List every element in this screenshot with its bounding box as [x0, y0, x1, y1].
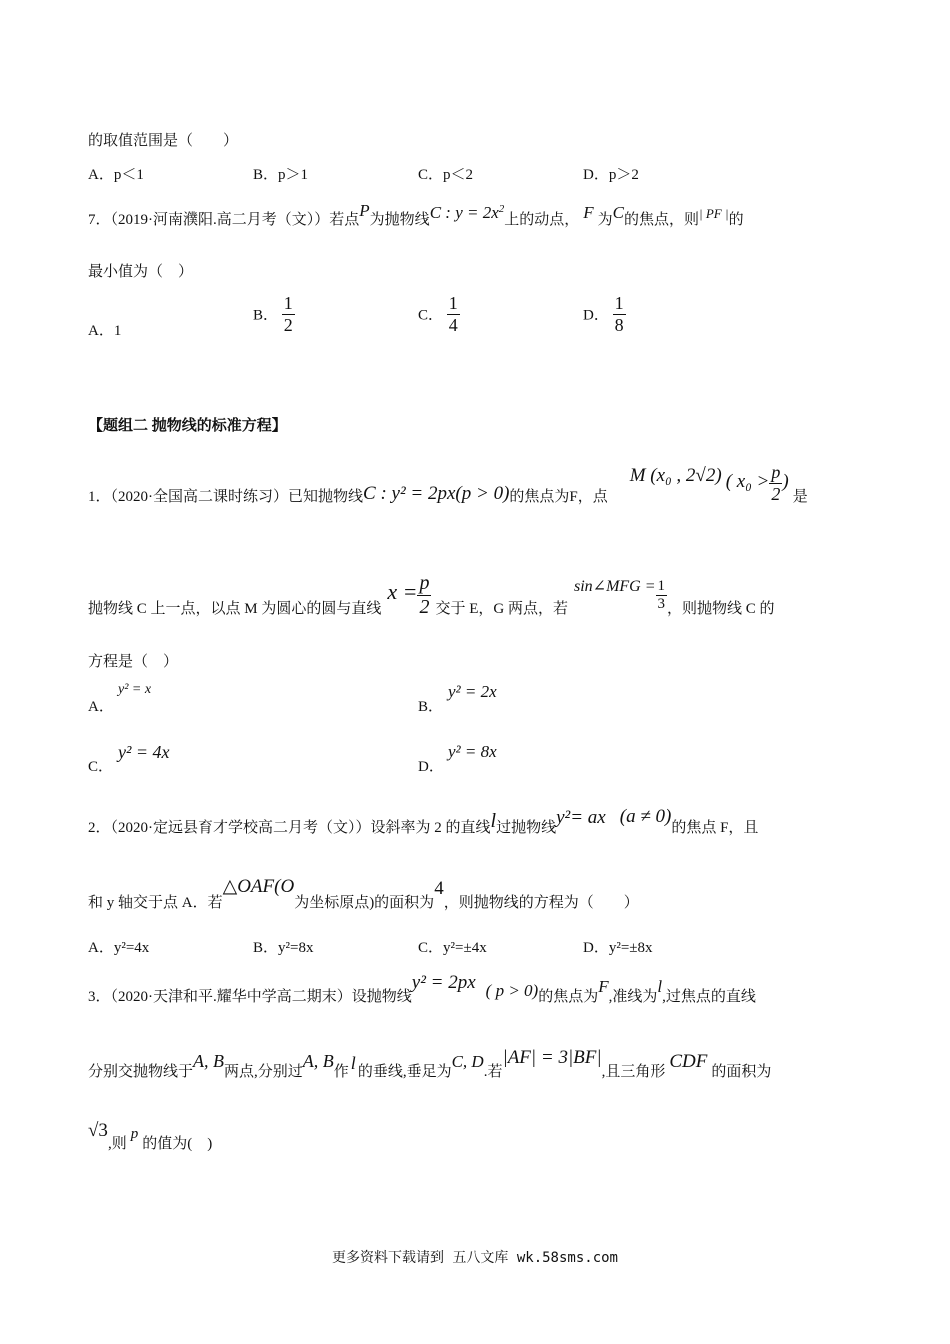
q7-text: 为	[597, 212, 613, 228]
p1-option-d-label: D．	[418, 759, 444, 775]
p3-sqrt3: √3	[88, 1120, 108, 1141]
q7-option-b	[253, 293, 295, 335]
p2-line1	[88, 800, 759, 836]
p1-text: 是	[792, 488, 808, 505]
p3-text: 分别交抛物线于	[88, 1064, 194, 1080]
p2-source: （2020·定远县育才学校高二月考（文））	[110, 820, 371, 836]
q7-text: 的焦点，则	[624, 212, 700, 228]
p1-equation: C : y² = 2px(p > 0)	[363, 482, 510, 504]
p3-line1	[88, 970, 756, 1005]
p1-condition-close: )	[782, 470, 789, 492]
fraction-denominator: 4	[448, 314, 458, 335]
q7-option-d-fraction	[613, 293, 626, 335]
q7-option-a: A．1	[88, 323, 122, 339]
p1-option-a: y² = x	[118, 682, 152, 697]
q7-option-c-fraction	[447, 293, 460, 335]
p1-option-a-label: A．	[88, 699, 114, 715]
q6-option-c: C．p＜2	[418, 167, 474, 183]
q7-equation-exponent: 2	[498, 203, 505, 215]
q7-option-c-label: C．	[418, 307, 444, 324]
p3-text: 设抛物线	[351, 989, 412, 1005]
q7-focus-f: F	[583, 203, 594, 222]
q7-equation: C : y = 2x	[429, 203, 499, 222]
p3-directrix-l: l	[657, 977, 663, 996]
fraction-denominator: 3	[657, 596, 666, 612]
p3-condition: ( p > 0)	[485, 981, 539, 1000]
p2-line-l: l	[490, 810, 497, 832]
p1-sine: sin∠MFG =	[573, 577, 656, 595]
p1-line1	[88, 450, 808, 505]
p3-points-ab: A, B	[302, 1051, 334, 1071]
fraction-numerator: 1	[448, 293, 458, 313]
fraction-denominator: 2	[771, 483, 781, 504]
fraction-denominator: 8	[614, 314, 624, 335]
q7-point-p: P	[359, 201, 370, 220]
p3-points-ab: A, B	[193, 1051, 225, 1071]
p3-text: 的垂线,垂足为	[357, 1064, 452, 1080]
p1-source: （2020·全国高二课时练习）	[110, 488, 289, 505]
p3-points-cd: C, D	[451, 1052, 484, 1071]
p3-text: 的值为( )	[142, 1136, 213, 1152]
p3-text: .若	[483, 1064, 503, 1080]
fraction-numerator: 1	[614, 293, 624, 313]
fraction-denominator: 2	[419, 596, 430, 618]
q7-number: 7．	[88, 212, 111, 228]
p3-triangle-cdf: CDF	[669, 1051, 708, 1072]
q6-option-a: A．p＜1	[88, 167, 144, 183]
p3-directrix-l: l	[350, 1053, 356, 1073]
p3-text: ,准线为	[608, 989, 658, 1005]
fraction-numerator: 1	[656, 578, 668, 596]
p1-text: 抛物线 C 上一点，以点 M 为圆心的圆与直线	[88, 600, 382, 617]
p1-line2	[88, 560, 775, 618]
q7-option-b-label: B．	[253, 307, 279, 324]
p1-number: 1．	[88, 488, 111, 505]
p2-text: 和 y 轴交于点 A．若	[88, 895, 223, 911]
q7-line2: 最小值为（ ）	[88, 264, 194, 280]
p2-text: 为坐标原点)的面积为	[294, 895, 435, 911]
q7-option-d-label: D．	[583, 307, 609, 324]
q6-option-d: D．p＞2	[583, 167, 639, 183]
p2-option-d: D．y²=±8x	[583, 940, 653, 956]
p1-option-c: y² = 4x	[118, 742, 170, 762]
q7-source: （2019·河南濮阳.高二月考（文））	[110, 212, 330, 228]
q7-text: 为抛物线	[369, 212, 430, 228]
q7-text: 的	[728, 212, 744, 228]
p1-point-m: M (x₀ , 2√2)	[629, 464, 722, 486]
p2-text: 设斜率为 2 的直线	[370, 820, 491, 836]
p2-text: 的焦点 F，且	[671, 820, 759, 836]
p2-option-b: B．y²=8x	[253, 940, 314, 956]
p3-line2	[88, 1045, 772, 1080]
p1-option-d: y² = 8x	[448, 742, 497, 761]
p3-text: 两点,分别过	[224, 1064, 303, 1080]
p2-text: 过抛物线	[496, 820, 557, 836]
p1-option-c-label: C．	[88, 759, 114, 775]
p1-condition: ( x₀ >	[725, 470, 770, 492]
p3-line3	[88, 1120, 213, 1152]
p3-text: ,则	[107, 1136, 127, 1152]
p2-area-value: 4	[434, 878, 444, 899]
p1-line3: 方程是（ ）	[88, 654, 179, 670]
q6-option-b: B．p＞1	[253, 167, 309, 183]
p2-option-a: A．y²=4x	[88, 940, 150, 956]
q7-option-d	[583, 293, 626, 335]
q7-option-c	[418, 293, 460, 335]
p3-equation: y² = 2px	[411, 972, 476, 993]
q7-option-b-fraction	[282, 293, 295, 335]
p2-line2	[88, 875, 639, 911]
q7-line1	[88, 201, 744, 229]
p3-text: 作	[333, 1064, 349, 1080]
p3-ratio: |AF| = 3|BF|	[502, 1047, 602, 1068]
p1-option-b: y² = 2x	[448, 682, 497, 701]
q7-text: 若点	[329, 212, 360, 228]
p2-triangle: △OAF(O	[222, 876, 295, 897]
fraction-numerator: p	[771, 462, 781, 482]
p3-text: 的焦点为	[538, 989, 599, 1005]
p3-number: 3．	[88, 989, 111, 1005]
fraction-denominator: 2	[283, 314, 293, 335]
q7-abs-pf: | PF |	[699, 206, 729, 221]
section-heading-group2: 【题组二 抛物线的标准方程】	[88, 418, 287, 434]
p1-line-x: x =	[387, 578, 418, 604]
p2-option-c: C．y²=±4x	[418, 940, 487, 956]
p1-text: 的焦点为F，点	[509, 488, 608, 505]
p2-number: 2．	[88, 820, 111, 836]
p3-text: ,过焦点的直线	[662, 989, 756, 1005]
p2-equation: y²= ax	[556, 807, 606, 828]
p1-condition-fraction	[769, 462, 782, 504]
q7-curve-c: C	[612, 203, 625, 222]
p3-focus-f: F	[598, 977, 609, 996]
fraction-numerator: 1	[283, 293, 293, 313]
fraction-numerator: p	[419, 572, 430, 594]
p1-text: ，则抛物线 C 的	[667, 600, 775, 617]
q6-stem-tail: 的取值范围是（ ）	[88, 133, 239, 149]
p3-text: ,且三角形	[601, 1064, 666, 1080]
p2-text: ，则抛物线的方程为（ ）	[443, 895, 639, 911]
p3-p: p	[130, 1126, 139, 1142]
footer-link-text: 更多资料下载请到 五八文库 wk.58sms.com	[331, 1250, 618, 1266]
p3-source: （2020·天津和平.耀华中学高二期末）	[110, 989, 352, 1005]
p1-option-b-label: B．	[418, 699, 444, 715]
p1-line-fraction	[417, 572, 431, 619]
p1-text: 已知抛物线	[288, 488, 364, 505]
p3-text: 的面积为	[711, 1064, 772, 1080]
p2-condition: (a ≠ 0)	[619, 806, 672, 827]
q7-text: 上的动点，	[504, 212, 580, 228]
p1-sine-fraction	[656, 578, 668, 614]
p1-text: 交于 E，G 两点，若	[435, 600, 568, 617]
